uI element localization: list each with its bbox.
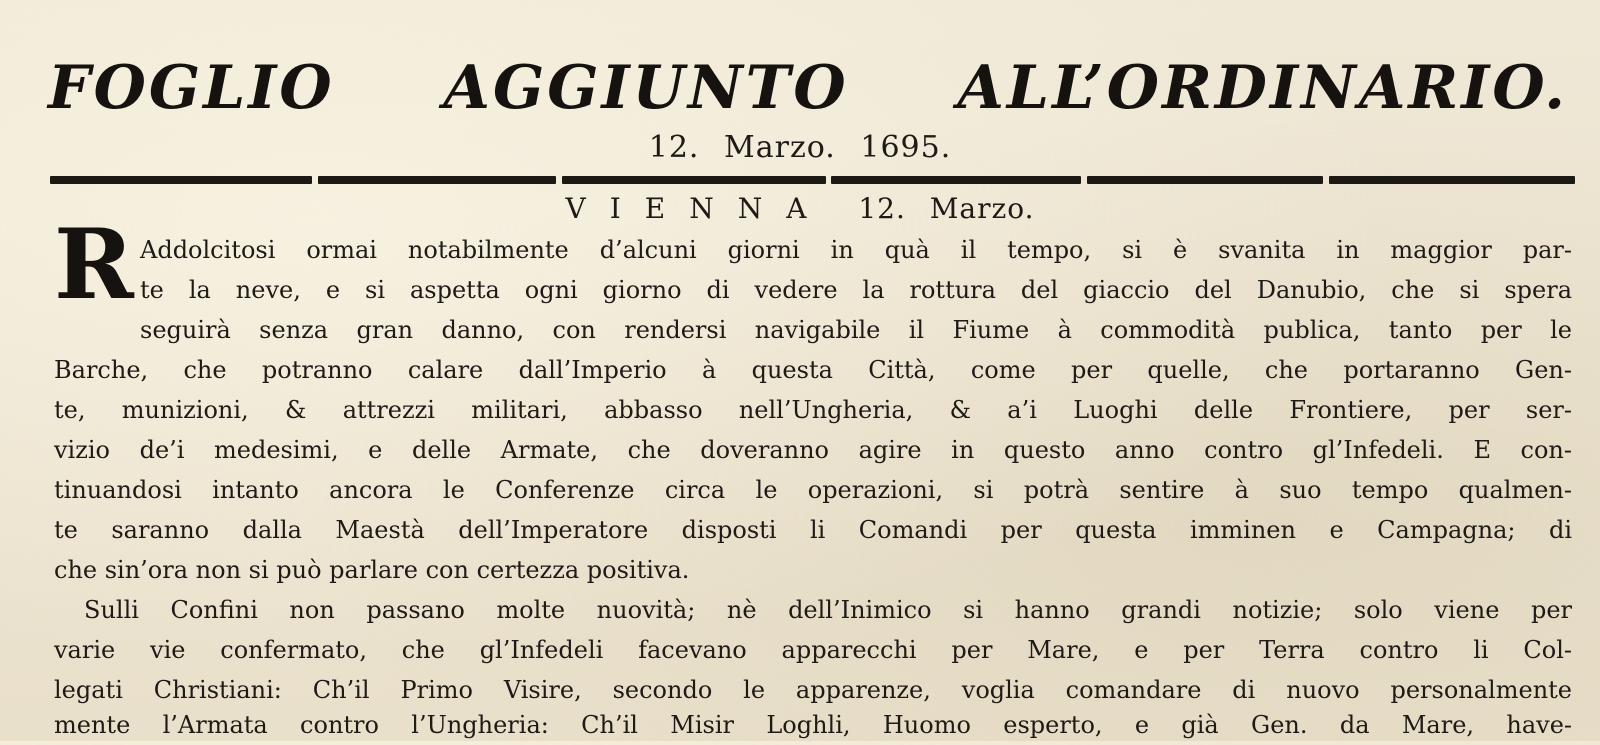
- masthead-word-1: FOGLIO: [48, 53, 335, 123]
- masthead-word-2: AGGIUNTO: [443, 53, 849, 123]
- issue-date: 12. Marzo. 1695.: [648, 130, 952, 165]
- article-line: te, munizioni, & attrezzi militari, abbasso nell’Ungheria, & a’i Luoghi delle Frontiere, per ser-: [54, 396, 1572, 424]
- article-line: varie vie confermato, che gl’Infedeli facevano apparecchi per Mare, e per Terra contro li Col-: [54, 636, 1572, 664]
- article-line: che sin’ora non si può parlare con certezza positiva.: [54, 556, 690, 584]
- article-line: legati Christiani: Ch’il Primo Visire, secondo le apparenze, voglia comandare di nuovo personalmente: [54, 676, 1572, 704]
- section-date: 12. Marzo.: [858, 192, 1035, 225]
- article-line: vizio de’i medesimi, e delle Armate, che doveranno agire in questo anno contro gl’Infedeli. E con-: [54, 436, 1572, 464]
- article-line: tinuandosi intanto ancora le Conferenze circa le operazioni, si potrà sentire à suo tempo qualmen-: [54, 476, 1572, 504]
- drop-cap: R: [54, 208, 134, 321]
- masthead-word-3: ALL’ORDINARIO.: [957, 53, 1568, 123]
- article-line: Sulli Confini non passano molte nuovità; nè dell’Inimico si hanno grandi notizie; solo viene per: [84, 596, 1572, 624]
- section-heading: [0, 188, 1600, 230]
- header-rule: [50, 176, 1575, 188]
- article-line: Addolcitosi ormai notabilmente d’alcuni giorni in quà il tempo, si è svanita in maggior par-: [140, 236, 1572, 264]
- article-line: te saranno dalla Maestà dell’Imperatore disposti li Comandi per questa imminen e Campagna; di: [54, 516, 1572, 544]
- article-line: seguirà senza gran danno, con rendersi navigabile il Fiume à commodità publica, tanto per le: [140, 316, 1572, 344]
- section-city: VIENNA: [565, 192, 831, 225]
- article-line: mente l’Armata contro l’Ungheria: Ch’il Misir Loghli, Huomo esperto, e già Gen. da Mare, have-: [54, 711, 1572, 739]
- article-line: te la neve, e si aspetta ogni giorno di vedere la rottura del giaccio del Danubio, che si spera: [140, 276, 1572, 304]
- article-line: Barche, che potranno calare dall’Imperio à questa Città, come per quelle, che portaranno Gen-: [54, 356, 1572, 384]
- masthead-title: [48, 40, 1568, 136]
